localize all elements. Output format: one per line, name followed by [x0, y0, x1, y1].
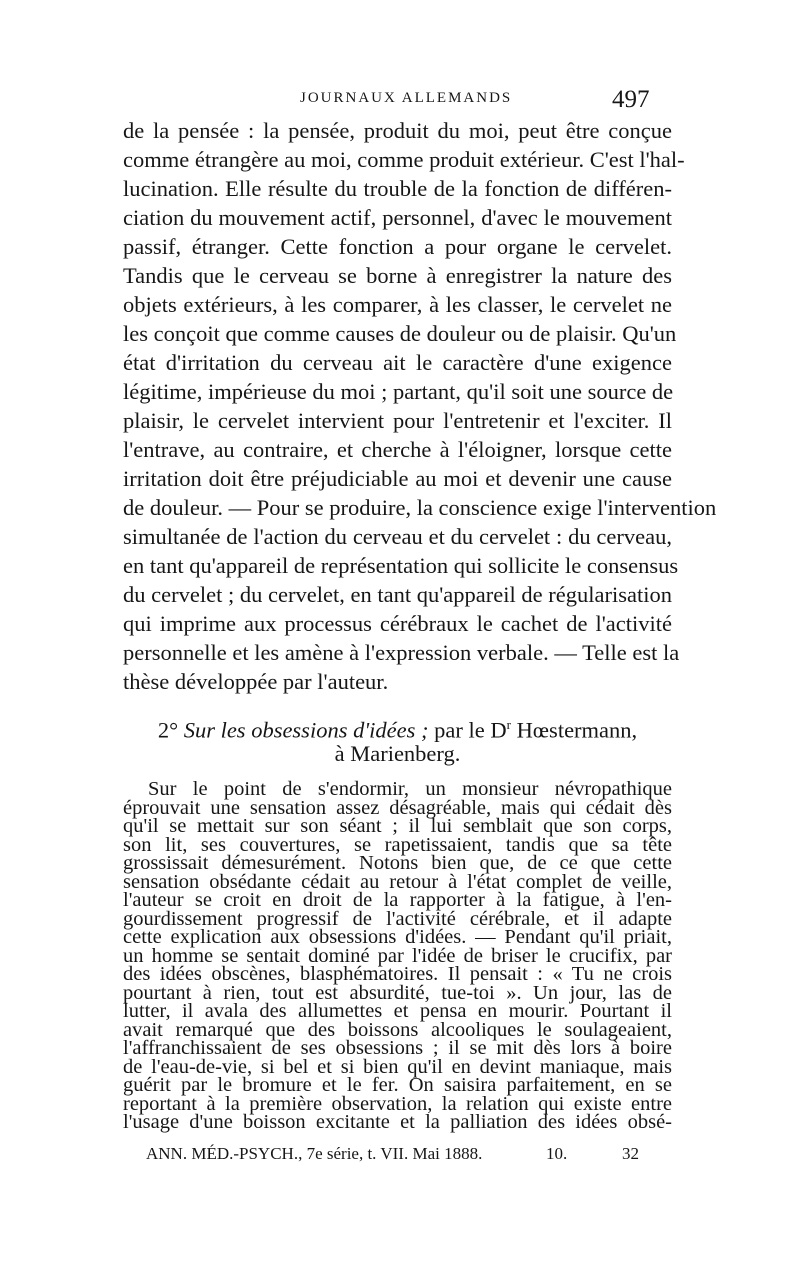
text-line: thèse développée par l'auteur. — [123, 669, 389, 694]
text-line: Sur le point de s'endormir, un monsieur névropathique — [148, 778, 672, 800]
text-line: plaisir, le cervelet intervient pour l'entretenir et l'exciter. Il — [123, 408, 672, 433]
section-place: à Marienberg. — [334, 741, 461, 766]
text-line: légitime, impérieuse du moi ; partant, qu'il soit une source de — [123, 379, 674, 404]
text-line: lutter, il avala des allumettes et pensa en mourir. Pourtant il — [123, 1000, 672, 1022]
text-line: état d'irritation du cerveau ait le caractère d'une exigence — [123, 350, 672, 375]
text-line: sensation obsédante cédait au retour à l'état complet de veille, — [123, 870, 672, 893]
text-line: pourtant à rien, tout est absurdité, tue-toi ». Un jour, las de — [123, 981, 672, 1004]
text-line: qui imprime aux processus cérébraux le cachet de l'activité — [123, 611, 672, 636]
section-title-italic: Sur les obsessions d'idées ; — [183, 717, 429, 743]
section-title — [123, 710, 672, 743]
text-line: des idées obscènes, blasphématoires. Il pensait : « Tu ne crois — [123, 963, 672, 985]
text-line: de douleur. — Pour se produire, la conscience exige l'intervention — [123, 495, 717, 520]
section-byline-sup: r — [506, 717, 511, 732]
text-line: guérit par le bromure et le fer. On saisira parfaitement, en se — [123, 1074, 672, 1096]
text-line: gourdissement progressif de l'activité cérébrale, et il adapte — [123, 907, 672, 930]
footer-sheet-number: 10. — [546, 1144, 568, 1163]
text-line: passif, étranger. Cette fonction a pour organe le cervelet. — [123, 234, 672, 259]
text-line: l'affranchissaient de ses obsessions ; il se mit dès lors à boire — [123, 1037, 672, 1059]
text-line: l'auteur se croit en droit de la rapporter à la fatigue, à l'en- — [123, 889, 672, 911]
text-line: l'entrave, au contraire, et cherche à l'éloigner, lorsque cette — [123, 437, 672, 462]
section-author: Hœstermann, — [516, 717, 638, 743]
page-number: 497 — [612, 86, 650, 113]
text-line: simultanée de l'action du cerveau et du cervelet : du cerveau, — [123, 524, 672, 549]
text-line: du cervelet ; du cervelet, en tant qu'appareil de régularisation — [123, 582, 672, 607]
section-number: 2° — [157, 717, 179, 743]
text-line: son lit, ses couvertures, se rapetissaient, tandis que sa tête — [123, 833, 672, 856]
text-line: en tant qu'appareil de représentation qui sollicite le consensus — [123, 553, 679, 578]
running-head: JOURNAUX ALLEMANDS — [300, 90, 513, 106]
text-line: grossissait démesurément. Notons bien que, de ce que cette — [123, 852, 672, 874]
text-line: ciation du mouvement actif, personnel, d'avec le mouvement — [123, 205, 672, 230]
text-line: reportant à la première observation, la relation qui existe entre — [123, 1092, 672, 1115]
text-line: comme étrangère au moi, comme produit extérieur. C'est l'hal- — [123, 147, 685, 172]
text-line: avait remarqué que des boissons alcooliques le soulageaient, — [123, 1018, 672, 1041]
text-line: éprouvait une sensation assez désagréable, mais qui cédait dès — [123, 796, 672, 819]
text-line: objets extérieurs, à les comparer, à les classer, le cervelet ne — [123, 292, 672, 317]
text-line: cette explication aux obsessions d'idées. — Pendant qu'il priait, — [123, 926, 672, 948]
text-line: de l'eau-de-vie, si bel et si bien qu'il en devint maniaque, mais — [123, 1055, 672, 1078]
text-line: Tandis que le cerveau se borne à enregistrer la nature des — [123, 263, 672, 288]
section-byline: par le D — [434, 717, 507, 743]
text-line: qu'il se mettait sur son séant ; il lui semblait que son corps, — [123, 815, 672, 837]
page-footer — [146, 1141, 646, 1167]
text-line: irritation doit être préjudiciable au moi et devenir une cause — [123, 466, 672, 491]
text-line: personnelle et les amène à l'expression verbale. — Telle est la — [123, 640, 680, 665]
text-line: de la pensée : la pensée, produit du moi, peut être conçue — [123, 118, 672, 143]
footer-signature: 32 — [622, 1144, 639, 1163]
text-line: un homme se sentait dominé par l'idée de briser le crucifix, par — [123, 944, 672, 967]
footer-journal: ANN. MÉD.-PSYCH., 7e série, t. VII. Mai 1888. — [146, 1144, 483, 1163]
text-line: lucination. Elle résulte du trouble de la fonction de différen- — [123, 176, 672, 201]
text-line: l'usage d'une boisson excitante et la palliation des idées obsé- — [123, 1111, 672, 1133]
text-line: les conçoit que comme causes de douleur ou de plaisir. Qu'un — [123, 321, 677, 346]
